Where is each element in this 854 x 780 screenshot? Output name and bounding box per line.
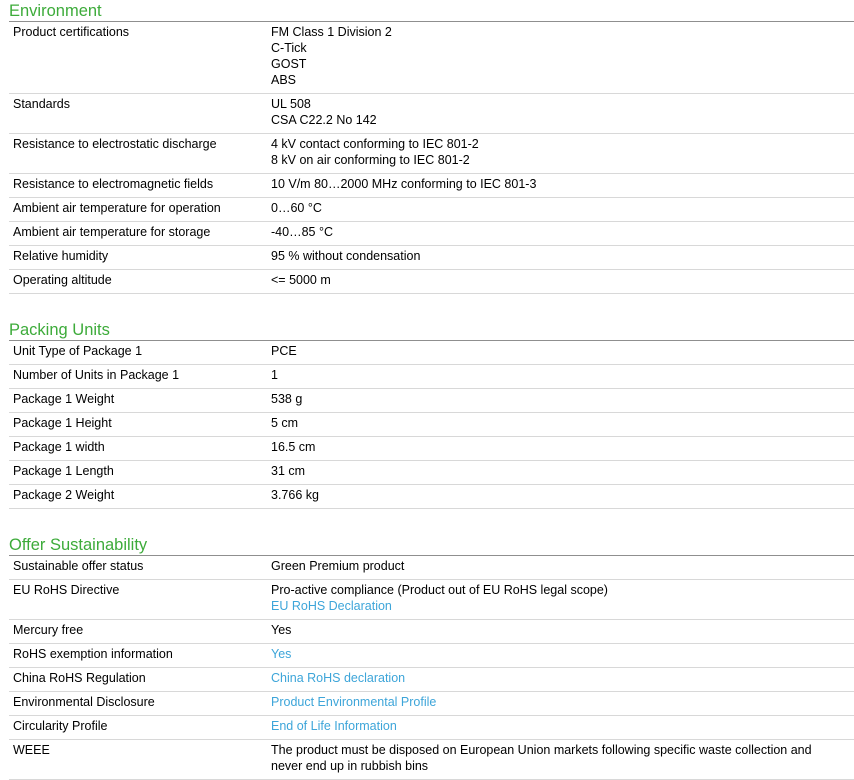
row-label: Standards — [9, 94, 268, 134]
row-label: China RoHS Regulation — [9, 668, 268, 692]
eu-rohs-declaration-link[interactable]: EU RoHS Declaration — [271, 599, 392, 613]
packing-table — [9, 341, 854, 509]
row-value: <= 5000 m — [268, 270, 854, 294]
row-value: 538 g — [268, 389, 854, 413]
row-value: 16.5 cm — [268, 437, 854, 461]
row-label: Package 1 width — [9, 437, 268, 461]
table-row — [9, 270, 854, 294]
row-label: Ambient air temperature for operation — [9, 198, 268, 222]
table-row — [9, 246, 854, 270]
row-value: 0…60 °C — [268, 198, 854, 222]
section-title-environment: Environment — [9, 2, 102, 20]
table-row — [9, 413, 854, 437]
row-value: 5 cm — [268, 413, 854, 437]
row-label: Product certifications — [9, 22, 268, 94]
table-row — [9, 485, 854, 509]
row-label: Resistance to electrostatic discharge — [9, 134, 268, 174]
table-row — [9, 341, 854, 365]
row-label: Resistance to electromagnetic fields — [9, 174, 268, 198]
sustainability-table — [9, 556, 854, 780]
table-row — [9, 389, 854, 413]
row-value — [268, 580, 854, 620]
table-row — [9, 692, 854, 716]
table-row — [9, 644, 854, 668]
table-row — [9, 716, 854, 740]
value-line: C-Tick — [271, 41, 307, 55]
table-row — [9, 668, 854, 692]
row-value: The product must be disposed on European Union markets following specific waste collection and never end up in rubbish bins — [268, 740, 854, 780]
row-label: Environmental Disclosure — [9, 692, 268, 716]
value-line: GOST — [271, 57, 307, 71]
value-line: CSA C22.2 No 142 — [271, 113, 377, 127]
row-value — [268, 22, 854, 94]
value-line: ABS — [271, 73, 297, 87]
row-value: PCE — [268, 341, 854, 365]
value-line: FM Class 1 Division 2 — [271, 25, 392, 39]
value-line: 4 kV contact conforming to IEC 801-2 — [271, 137, 479, 151]
table-row — [9, 556, 854, 580]
value-line: Pro-active compliance (Product out of EU RoHS legal scope) — [271, 583, 608, 597]
row-label: Package 1 Length — [9, 461, 268, 485]
row-value — [268, 94, 854, 134]
row-label: Unit Type of Package 1 — [9, 341, 268, 365]
table-row — [9, 740, 854, 780]
table-row — [9, 134, 854, 174]
table-row — [9, 174, 854, 198]
row-value: Yes — [268, 620, 854, 644]
table-row — [9, 22, 854, 94]
row-value — [268, 134, 854, 174]
row-label: Ambient air temperature for storage — [9, 222, 268, 246]
table-row — [9, 94, 854, 134]
table-row — [9, 437, 854, 461]
table-row — [9, 365, 854, 389]
row-value: 1 — [268, 365, 854, 389]
row-value: 31 cm — [268, 461, 854, 485]
row-label: EU RoHS Directive — [9, 580, 268, 620]
offer-sustainability-section — [9, 537, 854, 780]
row-label: Operating altitude — [9, 270, 268, 294]
row-label: WEEE — [9, 740, 268, 780]
row-label: Package 1 Height — [9, 413, 268, 437]
environment-section — [9, 3, 854, 294]
section-title-offer-sustainability: Offer Sustainability — [9, 536, 148, 554]
row-label: Mercury free — [9, 620, 268, 644]
row-value: Green Premium product — [268, 556, 854, 580]
row-label: Number of Units in Package 1 — [9, 365, 268, 389]
row-value — [268, 716, 854, 740]
rohs-exemption-link[interactable]: Yes — [271, 647, 292, 661]
china-rohs-declaration-link[interactable]: China RoHS declaration — [271, 671, 406, 685]
row-value: -40…85 °C — [268, 222, 854, 246]
row-label: Relative humidity — [9, 246, 268, 270]
row-value — [268, 692, 854, 716]
end-of-life-information-link[interactable]: End of Life Information — [271, 719, 397, 733]
environment-table — [9, 22, 854, 294]
row-label: Sustainable offer status — [9, 556, 268, 580]
table-row — [9, 580, 854, 620]
section-title-packing-units: Packing Units — [9, 321, 110, 339]
value-line: 8 kV on air conforming to IEC 801-2 — [271, 153, 470, 167]
table-row — [9, 222, 854, 246]
table-row — [9, 620, 854, 644]
row-label: Package 1 Weight — [9, 389, 268, 413]
row-label: RoHS exemption information — [9, 644, 268, 668]
row-label: Circularity Profile — [9, 716, 268, 740]
packing-units-section — [9, 322, 854, 509]
row-label: Package 2 Weight — [9, 485, 268, 509]
row-value: 95 % without condensation — [268, 246, 854, 270]
table-row — [9, 461, 854, 485]
row-value: 3.766 kg — [268, 485, 854, 509]
value-line: UL 508 — [271, 97, 311, 111]
row-value — [268, 668, 854, 692]
table-row — [9, 198, 854, 222]
row-value: 10 V/m 80…2000 MHz conforming to IEC 801-3 — [268, 174, 854, 198]
row-value — [268, 644, 854, 668]
product-environmental-profile-link[interactable]: Product Environmental Profile — [271, 695, 437, 709]
